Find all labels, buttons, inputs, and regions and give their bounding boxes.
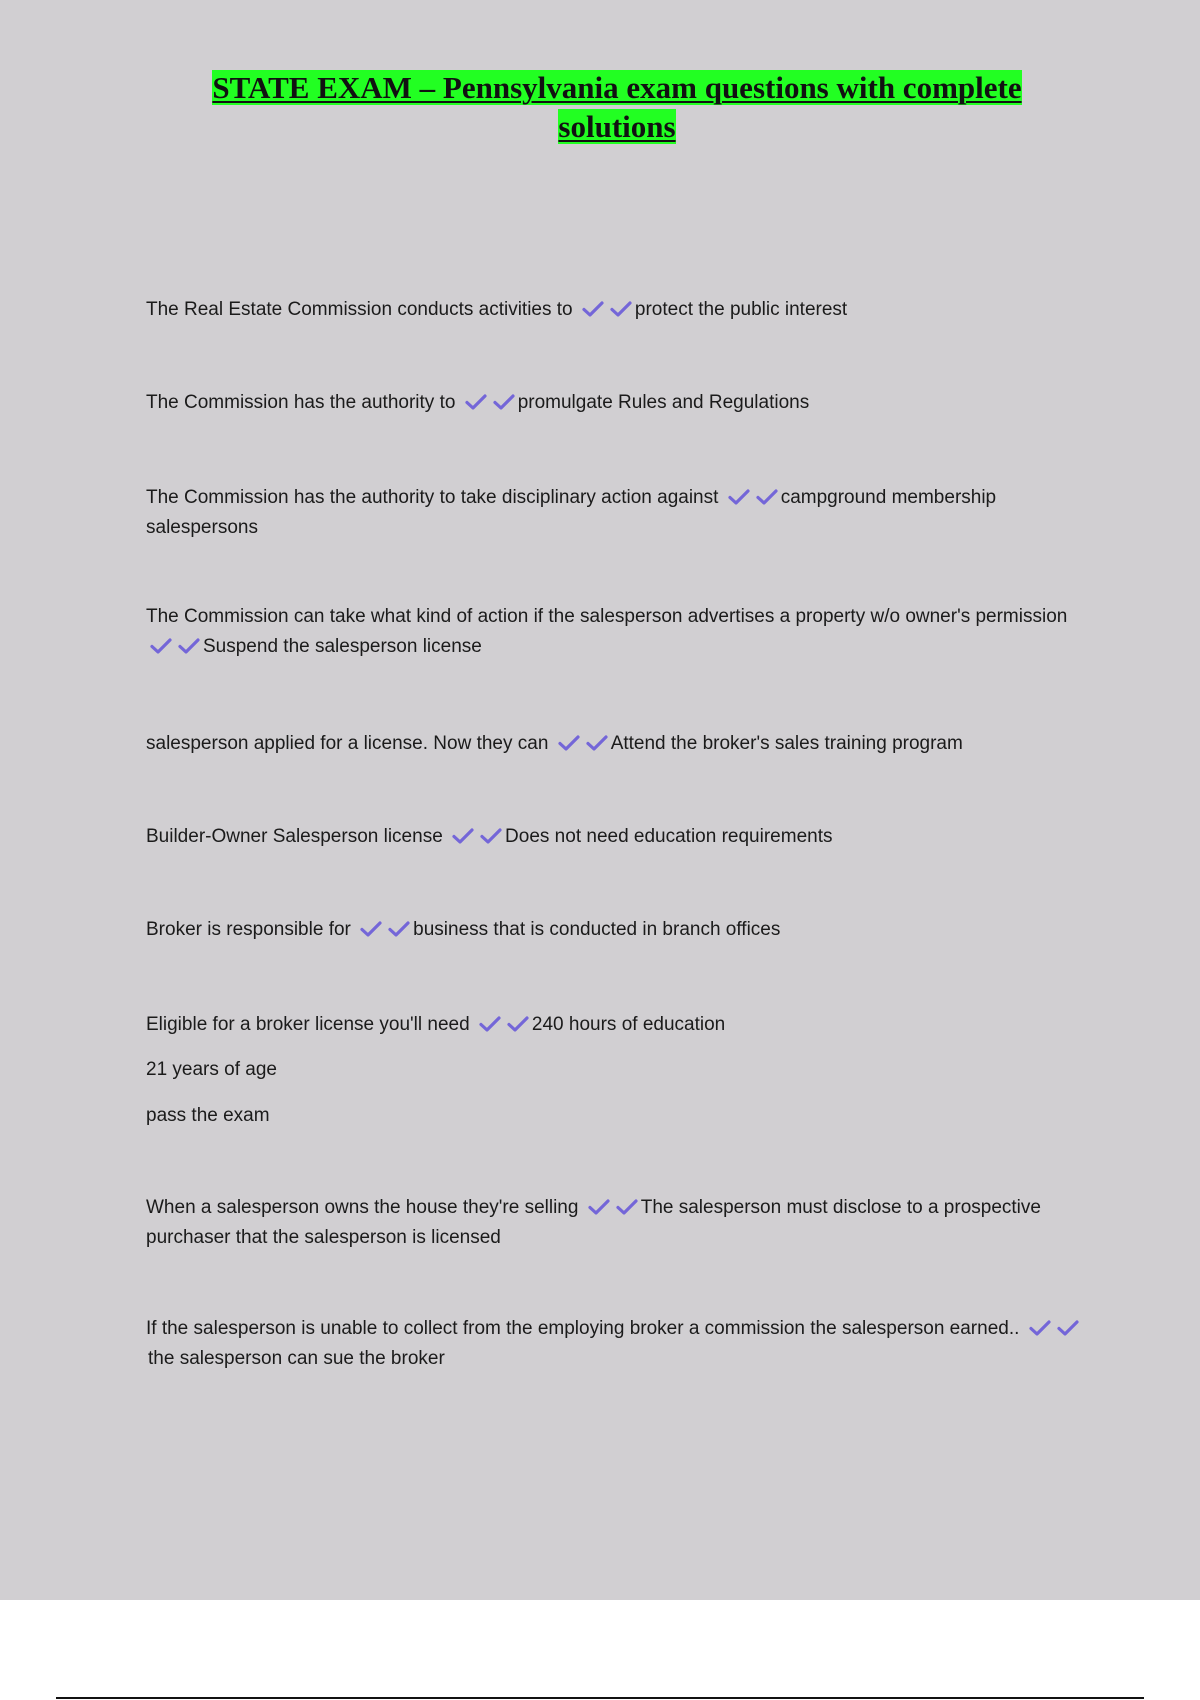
qa-item-10 bbox=[146, 1314, 1086, 1374]
check-icon bbox=[1056, 1320, 1080, 1336]
check-icon bbox=[727, 489, 751, 505]
check-icon bbox=[359, 921, 383, 937]
answer-text: the salesperson can sue the broker bbox=[148, 1348, 445, 1369]
check-icon bbox=[492, 394, 516, 410]
check-icon bbox=[581, 301, 605, 317]
question-text: If the salesperson is unable to collect from the employing broker a commission the salesperson earned.. bbox=[146, 1318, 1020, 1339]
check-icon bbox=[615, 1199, 639, 1215]
qa-item-3 bbox=[146, 483, 1086, 543]
check-icon bbox=[387, 921, 411, 937]
answer-text: 240 hours of education bbox=[531, 1014, 726, 1035]
answer-text: promulgate Rules and Regulations bbox=[517, 392, 810, 413]
qa-item-7 bbox=[146, 915, 1086, 945]
check-icon bbox=[585, 735, 609, 751]
question-text: The Commission has the authority to take disciplinary action against bbox=[146, 487, 719, 508]
qa-item-9 bbox=[146, 1193, 1086, 1253]
question-text: Builder-Owner Salesperson license bbox=[146, 826, 443, 847]
answer-extra-line: 21 years of age bbox=[146, 1059, 277, 1080]
qa-item-5 bbox=[146, 729, 1086, 759]
check-icon bbox=[1028, 1320, 1052, 1336]
question-text: The Commission has the authority to bbox=[146, 392, 456, 413]
answer-text: campground membership salespersons bbox=[146, 487, 997, 538]
question-text: Eligible for a broker license you'll need bbox=[146, 1014, 470, 1035]
check-icon bbox=[464, 394, 488, 410]
answer-text: business that is conducted in branch offices bbox=[413, 919, 781, 940]
check-icon bbox=[755, 489, 779, 505]
check-icon bbox=[479, 828, 503, 844]
check-icon bbox=[149, 638, 173, 654]
check-icon bbox=[587, 1199, 611, 1215]
answer-text: protect the public interest bbox=[634, 299, 848, 320]
check-icon bbox=[478, 1016, 502, 1032]
question-text: The Real Estate Commission conducts activities to bbox=[146, 299, 573, 320]
question-text: When a salesperson owns the house they're selling bbox=[146, 1197, 579, 1218]
question-text: The Commission can take what kind of action if the salesperson advertises a property w/o owner's permission bbox=[146, 606, 1068, 627]
check-icon bbox=[451, 828, 475, 844]
answer-text: Attend the broker's sales training program bbox=[610, 733, 963, 754]
question-text: Broker is responsible for bbox=[146, 919, 351, 940]
answer-extra-line: pass the exam bbox=[146, 1105, 270, 1126]
qa-item-2 bbox=[146, 388, 1086, 418]
qa-item-8 bbox=[146, 1010, 1086, 1040]
check-icon bbox=[557, 735, 581, 751]
check-icon bbox=[506, 1016, 530, 1032]
answer-text: Does not need education requirements bbox=[505, 826, 833, 847]
qa-item-6 bbox=[146, 822, 1086, 852]
check-icon bbox=[609, 301, 633, 317]
qa-item-4 bbox=[146, 602, 1086, 662]
question-text: salesperson applied for a license. Now they can bbox=[146, 733, 549, 754]
check-icon bbox=[177, 638, 201, 654]
footer-rule bbox=[56, 1697, 1144, 1699]
answer-text: The salesperson must disclose to a prospective purchaser that the salesperson is licensed bbox=[146, 1197, 1041, 1248]
answer-text: Suspend the salesperson license bbox=[203, 636, 482, 657]
document-title: STATE EXAM – Pennsylvania exam questions with complete solutions bbox=[212, 70, 1022, 144]
qa-item-1 bbox=[146, 295, 1086, 325]
